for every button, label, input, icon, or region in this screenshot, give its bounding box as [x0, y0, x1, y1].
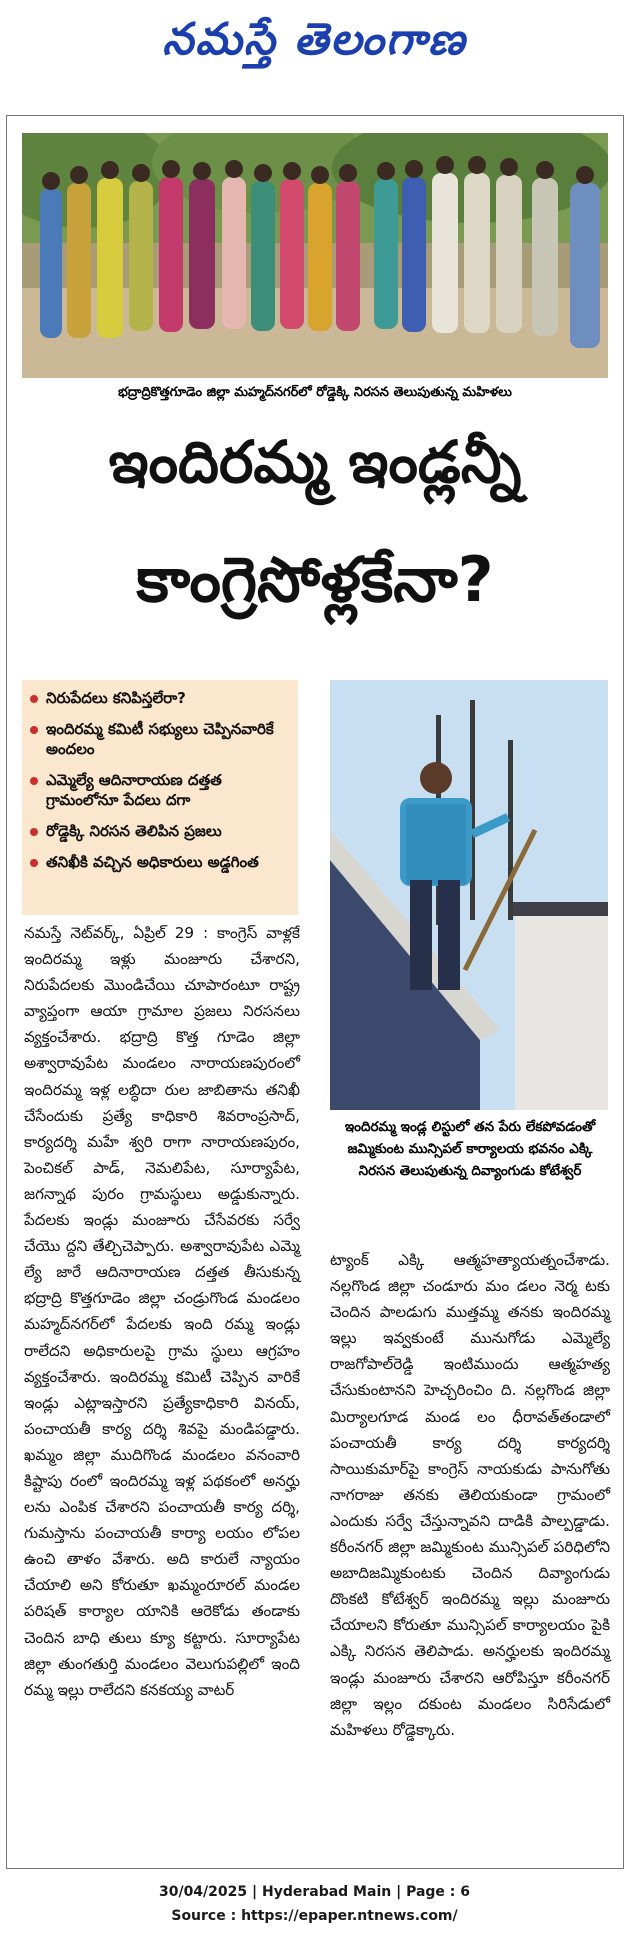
headline-line-1: ఇందిరమ్మ ఇండ్లన్నీ: [108, 428, 522, 496]
article-body-left: నమస్తే నెట్‌వర్క్‌, ఏప్రిల్‌ 29 : కాంగ్రెస్‌ వాళ్లకే ఇందిరమ్మ ఇళ్లు మంజూరు చేశారని, నిరుపేదలకు మొండిచేయి చూపారంటూ రాష్ట్ర వ్యాప్తంగా ఆయా గ్రామాల ప్రజలు నిరసనలు వ్యక్తంచేశారు. భద్రాద్రి కొత్త గూడెం జిల్లా అశ్వారావుపేట మండలం నారాయణపురంలో ఇందిరమ్మ ఇళ్ల లబ్ధిదా రుల జాబితాను తనిఖీ చేసేందుకు ప్రత్యే కాధికారి శివరాంప్రసాద్‌, కార్యదర్శి మహే శ్వరి రాగా నారాయణపురం, పెంచికల్‌ పాడ్‌, నెమలిపేట, సూర్యాపేట, జగన్నాథ పురం గ్రామస్థులు అడ్డుకున్నారు. పేదలకు ఇండ్లు మంజూరు చేసేవరకు సర్వే చేయొ ద్దని తేల్చిచెప్పారు. అశ్వారావుపేట ఎమ్మె ల్యే జారే ఆదినారాయణ దత్తత తీసుకున్న భద్రాద్రి కొత్తగూడెం జిల్లా చండ్రుగొండ మండలం మహ్మద్‌నగర్‌లో పేదలకు ఇంది రమ్మ ఇండ్లు రాలేదని అధికారులపై గ్రామ స్థులు ఆగ్రహం వ్యక్తంచేశారు. ఇందిరమ్మ కమిటీ చెప్పిన వారికే ఇండ్లు ఎట్లాఇస్తారని ప్రత్యేకాధికారి వినయ్‌, పంచాయతీ కార్య దర్శి శివపై మండిపడ్డారు. ఖమ్మం జిల్లా ముదిగొండ మండలం వనంవారి కిష్టాపు రంలో ఇందిరమ్మ ఇళ్ల పథకంలో అనర్హు లను ఎంపిక చేశారని పంచాయతీ కార్య దర్శి, గుమస్తాను పంచాయతీ కార్యా లయం లోపల ఉంచి తాళం వేశారు. అది కారులే న్యాయం చేయాలి అని కోరుతూ ఖమ్మంరూరల్‌ మండల పరిషత్‌ కార్యాల యానికి ఆరెకోడు తండాకు చెందిన బాధి తులు క్యూ కట్టారు. సూర్యాపేట జిల్లా తుంగతుర్తి మండలం వెలుగుపల్లిలో ఇంది రమ్మ ఇల్లు రాలేదని కనకయ్య వాటర్‌: [24, 924, 300, 1699]
page-footer: [0, 1880, 629, 1928]
photo-protester-on-roof: [330, 680, 608, 1110]
highlights-box: [22, 680, 298, 915]
bullet-dot-icon: [30, 695, 38, 703]
photo-protest-women: [22, 133, 608, 378]
highlight-item: ఎమ్మెల్యే ఆదినారాయణ దత్తత గ్రామంలోనూ పేదలు దగా: [30, 770, 290, 810]
article-body-right: ట్యాంక్‌ ఎక్కి ఆత్మహత్యాయత్నంచేశాడు. నల్లగొండ జిల్లా చండూరు మం డలం నెర్మ టకు చెందిన పాలడుగు ముత్తమ్మ తనకు ఇందిరమ్మ ఇల్లు ఇవ్వకుంటే మునుగోడు ఎమ్మెల్యే రాజగోపాల్‌రెడ్డి ఇంటిముందు ఆత్మహత్య చేసుకుంటానని హెచ్చరించిం ది. నల్లగొండ జిల్లా మిర్యాలగూడ మండ లం ధీరావత్‌తండాలో పంచాయతీ కార్య దర్శి కార్యదర్శి సాయికుమార్‌పై కాంగ్రెస్‌ నాయకుడు పానుగోతు నాగరాజు తనకు తెలియకుండా గ్రామంలో ఎందుకు సర్వే చేస్తున్నావని దాడికి పాల్పడ్డాడు. కరీంనగర్‌ జిల్లా జమ్మికుంట మున్సిపల్‌ పరిధిలోని అబాదిజమ్మికుంటకు చెందిన దివ్యాంగుడు దొంకటి కోటేశ్వర్‌ ఇందిరమ్మ ఇల్లు మంజూరు చేయాలని కోరుతూ మున్సిపల్‌ కార్యాలయం పైకి ఎక్కి నిరసన తెలిపాడు. అనర్హులకు ఇందిరమ్మ ఇండ్లు మంజూరు చేశారని ఆరోపిస్తూ కరీంనగర్‌ జిల్లా ఇల్లం దకుంట మండలం సిరిసేడులో మహిళలు రోడ్డెక్కారు.: [330, 1251, 610, 1739]
headline-line-2: కాంగ్రెసోళ్లకేనా?: [136, 543, 494, 616]
masthead-logo-text: నమస్తే తెలంగాణ: [162, 14, 467, 65]
bullet-dot-icon: [30, 726, 38, 734]
footer-source-link[interactable]: Source : https://epaper.ntnews.com/: [171, 1908, 458, 1924]
highlight-item: తనిఖీకి వచ్చిన అధికారులు అడ్డగింత: [30, 852, 290, 872]
photo-right-caption: ఇందిరమ్మ ఇండ్ల లిస్టులో తన పేరు లేకపోవడంతో జమ్మికుంట మున్సిపల్‌ కార్యాలయ భవనం ఎక్కి నిరసన తెలుపుతున్న దివ్యాంగుడు కోటేశ్వర్‌: [344, 1119, 596, 1179]
bullet-dot-icon: [30, 859, 38, 867]
masthead: [0, 0, 629, 90]
bullet-dot-icon: [30, 828, 38, 836]
highlight-item: నిరుపేదలు కనిపిస్తలేరా?: [30, 688, 290, 708]
highlight-item: ఇందిరమ్మ కమిటీ సభ్యులు చెప్పినవారికే అందలం: [30, 719, 290, 759]
footer-date-edition: 30/04/2025 | Hyderabad Main | Page : 6: [158, 1884, 471, 1900]
bullet-dot-icon: [30, 777, 38, 785]
highlight-item: రోడ్డెక్కి నిరసన తెలిపిన ప్రజలు: [30, 821, 290, 841]
photo-top-caption: భద్రాద్రికొత్తగూడెం జిల్లా మహ్మద్‌నగర్‌లో రోడ్డెక్కి నిరసన తెలుపుతున్న మహిళలు: [118, 385, 512, 400]
